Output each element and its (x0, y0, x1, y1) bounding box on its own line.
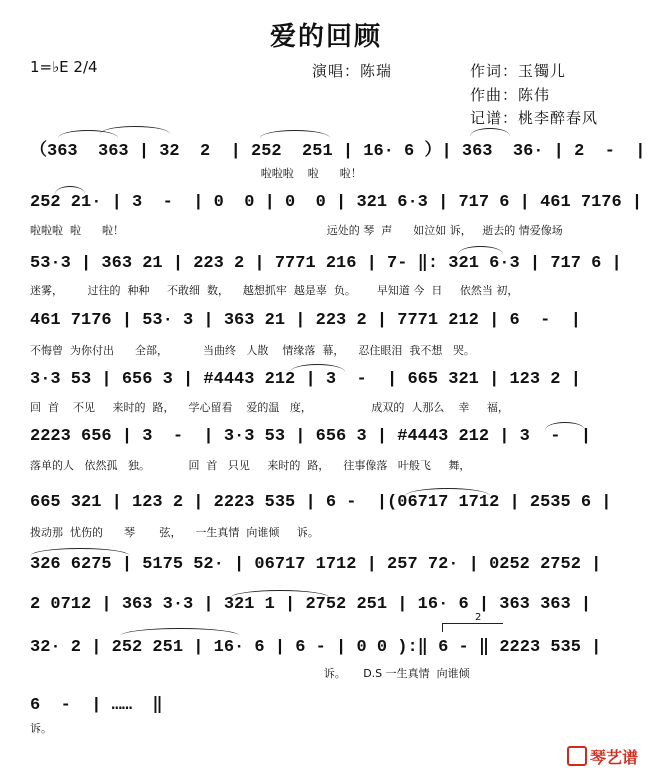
notation-line-9: 2 0712 | 363 3·3 | 321 1 | 2752 251 | 16· 6 | 363 363 | (30, 595, 592, 614)
lyric-line-3: 迷雾， 过往的 种种 不敢细 数， 越想抓牢 越是辜 负。 早知道 今 日 依然当 初， (30, 284, 519, 297)
slur-mark (55, 186, 85, 194)
lyric-line-1: 啦啦啦 啦 啦！ (30, 167, 362, 180)
key-signature: 1=♭E 2/4 (30, 58, 98, 76)
slur-mark (458, 246, 503, 254)
lyric-line-7: 拨动那 忧伤的 琴 弦， 一生真情 向谁倾 诉。 (30, 526, 319, 539)
composer-credit: 作曲：陈伟 (470, 86, 551, 104)
notation-line-6: 2223 656 | 3 - | 3·3 53 | 656 3 | #4443 212 | 3 - | (30, 427, 592, 446)
slur-mark (290, 364, 345, 372)
lyric-line-10: 诉。 D.S 一生真情 向谁倾 (30, 667, 470, 680)
logo-icon (567, 746, 587, 766)
notation-line-10: 32· 2 | 252 251 | 16· 6 | 6 - | 0 0 ):‖ 6 - ‖ 2223 535 | (30, 638, 602, 657)
slur-mark (470, 128, 510, 136)
slur-mark (545, 422, 585, 430)
slur-mark (230, 590, 330, 598)
lyric-line-5: 回 首 不见 来时的 路， 学心留看 爱的温 度， 成双的 人那么 幸 福， (30, 401, 509, 414)
lyric-line-2: 啦啦啦 啦 啦！ 远处的 琴 声 如泣如 诉， 逝去的 情爱像场 (30, 224, 563, 237)
slur-mark (260, 130, 330, 138)
notation-line-2: 252 21· | 3 - | 0 0 | 0 0 | 321 6·3 | 717 6 | 461 7176 | (30, 193, 643, 212)
notation-line-7: 665 321 | 123 2 | 2223 535 | 6 - |(06717 1712 | 2535 6 | (30, 493, 612, 512)
slur-mark (405, 488, 490, 496)
lyric-line-11: 诉。 (30, 722, 52, 735)
site-logo: 琴艺谱 (567, 745, 638, 768)
notation-line-3: 53·3 | 363 21 | 223 2 | 7771 216 | 7- ‖: 321 6·3 | 717 6 | (30, 254, 622, 273)
notation-line-8: 326 6275 | 5175 52· | 06717 1712 | 257 72· | 0252 2752 | (30, 555, 602, 574)
song-title: 爱的回顾 (269, 22, 382, 52)
singer-credit: 演唱：陈瑞 (312, 62, 393, 80)
notation-line-4: 461 7176 | 53· 3 | 363 21 | 223 2 | 7771 212 | 6 - | (30, 311, 581, 330)
slur-mark (120, 628, 240, 636)
notation-line-1: （363 363 | 32 2 | 252 251 | 16· 6 ）| 363 36· | 2 - | (30, 142, 646, 161)
volta-bracket-2: 2 (442, 623, 503, 632)
lyric-line-4: 不悔曾 为你付出 全部， 当曲终 人散 情缘落 幕， 忍住眼泪 我不想 哭。 (30, 344, 475, 357)
notation-line-5: 3·3 53 | 656 3 | #4443 212 | 3 - | 665 321 | 123 2 | (30, 370, 581, 389)
lyricist-credit: 作词：玉镯儿 (470, 62, 567, 80)
slur-mark (100, 126, 170, 134)
transcriber-credit: 记谱：桃李醉春风 (470, 109, 599, 127)
lyric-line-6: 落单的人 依然孤 独。 回 首 只见 来时的 路， 往事像落 叶般飞 舞， (30, 459, 471, 472)
notation-line-11: 6 - | …… ‖ (30, 696, 163, 715)
slur-mark (30, 548, 130, 556)
